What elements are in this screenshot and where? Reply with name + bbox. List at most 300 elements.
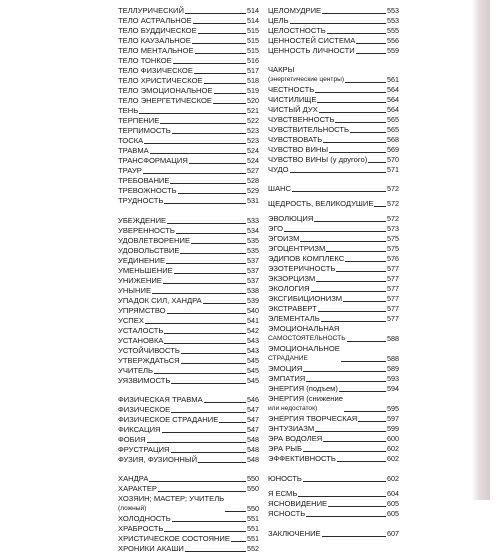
entry-term xyxy=(268,65,344,85)
leader-line xyxy=(350,132,386,133)
entry-term-text: УВЕРЕННОСТЬ xyxy=(118,226,175,235)
index-entry xyxy=(268,184,399,194)
entry-page-number: 527 xyxy=(247,166,259,175)
index-entry xyxy=(118,6,259,16)
index-entry xyxy=(118,106,259,116)
leader-line xyxy=(164,203,246,204)
index-entry xyxy=(118,376,259,386)
index-entry xyxy=(268,274,399,284)
entry-term-text: УНЫНИЕ xyxy=(118,286,152,295)
leader-line xyxy=(290,172,386,173)
index-entry xyxy=(268,384,399,394)
entry-term xyxy=(268,224,283,234)
leader-line xyxy=(167,313,246,314)
leader-line xyxy=(306,516,386,517)
entry-page-number: 564 xyxy=(387,85,399,94)
leader-line xyxy=(319,112,386,113)
index-entry xyxy=(268,394,399,414)
entry-page-number: 535 xyxy=(247,236,259,245)
entry-page-number: 602 xyxy=(387,474,399,483)
entry-term-text: УПАДОК СИЛ, ХАНДРА xyxy=(118,296,202,305)
entry-page-number: 602 xyxy=(387,454,399,463)
entry-term xyxy=(268,324,346,344)
entry-term-text: ЯСНОВИДЕНИЕ xyxy=(268,499,328,508)
entry-term-text: ТЕРПЕНИЕ xyxy=(118,116,160,125)
index-entry xyxy=(268,254,399,264)
entry-term xyxy=(268,234,299,244)
leader-line xyxy=(171,412,246,413)
entry-term-text: ЧИСТЫЙ ДУХ xyxy=(268,105,318,114)
entry-term-text: ФИЗИЧЕСКАЯ ТРАВМА xyxy=(118,395,203,404)
entry-page-number: 604 xyxy=(387,489,399,498)
leader-line xyxy=(329,152,386,153)
index-entry xyxy=(268,489,399,499)
index-entry xyxy=(268,509,399,519)
leader-line xyxy=(316,281,386,282)
entry-term-text: ЭГОЦЕНТРИЗМ xyxy=(268,244,326,253)
entry-term-text: ТЕЛО АСТРАЛЬНОЕ xyxy=(118,16,192,25)
entry-term xyxy=(118,256,165,266)
entry-term-text: УСПЕХ xyxy=(118,316,144,325)
entry-term-text: ЦЕЛОСТНОСТЬ xyxy=(268,26,326,35)
entry-page-number: 577 xyxy=(387,314,399,323)
leader-line xyxy=(345,82,386,83)
entry-term-text: ТРЕБОВАНИЕ xyxy=(118,176,170,185)
index-entry xyxy=(268,314,399,324)
leader-line xyxy=(189,163,246,164)
leader-line xyxy=(181,353,246,354)
entry-term-text: УДОВОЛЬСТВИЕ xyxy=(118,246,180,255)
entry-term-text: ТЕЛО ФИЗИЧЕСКОЕ xyxy=(118,66,193,75)
leader-line xyxy=(147,442,246,443)
leader-line xyxy=(171,383,246,384)
index-entry xyxy=(268,244,399,254)
index-entry xyxy=(268,424,399,434)
entry-page-number: 605 xyxy=(387,499,399,508)
entry-term-text: ТРУДНОСТЬ xyxy=(118,196,164,205)
leader-line xyxy=(203,303,246,304)
section-gap xyxy=(268,175,399,184)
leader-line xyxy=(345,261,386,262)
entry-term-text: ЧЕСТНОСТЬ xyxy=(268,85,315,94)
leader-line xyxy=(144,143,246,144)
entry-term xyxy=(268,46,355,56)
entry-term-text: ЭНЕРГИЯ (снижение xyxy=(268,394,343,403)
leader-line xyxy=(303,371,386,372)
entry-page-number: 577 xyxy=(387,304,399,313)
entry-term xyxy=(118,336,163,346)
entry-term-text: ЭКСГИБИЦИОНИЗМ xyxy=(268,294,343,303)
index-entry xyxy=(118,514,259,524)
index-entry xyxy=(118,196,259,206)
index-entry xyxy=(268,214,399,224)
entry-term-text: УБЕЖДЕНИЕ xyxy=(118,216,167,225)
leader-line xyxy=(154,373,246,374)
entry-term xyxy=(268,444,302,454)
entry-term xyxy=(268,364,302,374)
index-entry xyxy=(268,474,399,484)
entry-term-text: ЮНОСТЬ xyxy=(268,474,302,483)
entry-term-text: ЭРА ВОДОЛЕЯ xyxy=(268,434,323,443)
entry-term-text: Я ЕСМЬ xyxy=(268,489,298,498)
entry-page-number: 545 xyxy=(247,356,259,365)
leader-line xyxy=(213,103,246,104)
leader-line xyxy=(194,73,246,74)
entry-page-number: 534 xyxy=(247,226,259,235)
index-entry xyxy=(118,76,259,86)
entry-term xyxy=(268,85,314,95)
entry-page-number: 533 xyxy=(247,216,259,225)
entry-term xyxy=(268,314,320,324)
leader-line xyxy=(178,193,246,194)
entry-page-number: 548 xyxy=(247,435,259,444)
entry-term xyxy=(118,494,224,514)
entry-page-number: 568 xyxy=(387,135,399,144)
entry-term xyxy=(268,489,297,499)
entry-page-number: 545 xyxy=(247,366,259,375)
entry-page-number: 548 xyxy=(247,445,259,454)
entry-page-number: 605 xyxy=(387,509,399,518)
entry-page-number: 599 xyxy=(387,424,399,433)
leader-line xyxy=(185,13,246,14)
entry-page-number: 551 xyxy=(247,534,259,543)
entry-term-text: УДОВЛЕТВОРЕНИЕ xyxy=(118,236,191,245)
entry-term-text: ЭДИПОВ КОМПЛЕКС xyxy=(268,254,345,263)
entry-term xyxy=(268,384,338,394)
index-entry xyxy=(268,294,399,304)
index-entry xyxy=(268,264,399,274)
leader-line xyxy=(317,102,386,103)
leader-line xyxy=(225,511,246,512)
index-entry xyxy=(268,155,399,165)
entry-term xyxy=(118,296,202,306)
index-entry xyxy=(118,86,259,96)
entry-page-number: 573 xyxy=(387,224,399,233)
entry-page-number: 597 xyxy=(387,414,399,423)
entry-page-number: 519 xyxy=(247,86,259,95)
index-entry xyxy=(268,444,399,454)
entry-term xyxy=(268,529,321,539)
index-entry xyxy=(118,306,259,316)
entry-term-text: ЭФФЕКТИВНОСТЬ xyxy=(268,454,336,463)
section-gap xyxy=(268,519,399,529)
index-entry xyxy=(118,186,259,196)
index-entry xyxy=(268,65,399,85)
index-entry xyxy=(268,95,399,105)
entry-page-number: 537 xyxy=(247,276,259,285)
index-entry xyxy=(118,136,259,146)
leader-line xyxy=(326,251,386,252)
entry-term xyxy=(268,509,305,519)
leader-line xyxy=(160,123,246,124)
entry-term xyxy=(118,236,190,246)
entry-term xyxy=(268,184,291,194)
leader-line xyxy=(195,53,246,54)
index-entry xyxy=(118,425,259,435)
leader-line xyxy=(172,133,246,134)
entry-page-number: 593 xyxy=(387,374,399,383)
entry-term-subtext: (ложный) xyxy=(118,505,147,512)
entry-term xyxy=(268,16,289,26)
entry-page-number: 594 xyxy=(387,384,399,393)
index-entry xyxy=(268,165,399,175)
index-entry xyxy=(118,544,259,554)
index-entry xyxy=(268,145,399,155)
index-entry xyxy=(118,16,259,26)
leader-line xyxy=(149,481,246,482)
entry-page-number: 514 xyxy=(247,6,259,15)
index-entry xyxy=(268,529,399,539)
entry-term-text: ШАНС xyxy=(268,184,291,193)
entry-page-number: 550 xyxy=(247,504,259,513)
entry-term xyxy=(268,105,318,115)
entry-page-number: 546 xyxy=(247,395,259,404)
index-entry xyxy=(268,85,399,95)
entry-term-text: УЯЗВИМОСТЬ xyxy=(118,376,171,385)
leader-line xyxy=(204,402,246,403)
entry-page-number: 553 xyxy=(387,16,399,25)
entry-page-number: 577 xyxy=(387,264,399,273)
section-gap xyxy=(118,206,259,216)
entry-page-number: 531 xyxy=(247,196,259,205)
entry-page-number: 535 xyxy=(247,246,259,255)
entry-term-text: ЧУДО xyxy=(268,165,289,174)
entry-term-subtext: САМОСТОЯТЕЛЬНОСТЬ xyxy=(268,335,346,342)
leader-line xyxy=(152,293,246,294)
entry-term xyxy=(268,374,305,384)
entry-page-number: 576 xyxy=(387,254,399,263)
index-entry xyxy=(118,366,259,376)
index-entry xyxy=(118,415,259,425)
index-entry xyxy=(118,26,259,36)
index-entry xyxy=(118,336,259,346)
entry-page-number: 528 xyxy=(247,176,259,185)
leader-line xyxy=(150,153,246,154)
entry-page-number: 607 xyxy=(387,529,399,538)
entry-term xyxy=(118,6,184,16)
entry-term xyxy=(118,186,177,196)
index-entry xyxy=(118,395,259,405)
index-entry xyxy=(268,324,399,344)
entry-term-text: ЧАКРЫ xyxy=(268,65,295,74)
entry-term xyxy=(268,474,302,484)
index-entry xyxy=(268,364,399,374)
entry-term xyxy=(268,264,335,274)
leader-line xyxy=(162,432,246,433)
index-entry xyxy=(118,246,259,256)
index-column-right xyxy=(268,6,399,539)
entry-term xyxy=(118,226,175,236)
leader-line xyxy=(314,221,386,222)
entry-term xyxy=(118,36,191,46)
entry-term-text: ЭНТУЗИАЗМ xyxy=(268,424,315,433)
leader-line xyxy=(192,43,246,44)
entry-term xyxy=(118,86,213,96)
entry-term xyxy=(118,266,173,276)
index-entry xyxy=(118,326,259,336)
entry-page-number: 588 xyxy=(387,354,399,363)
leader-line xyxy=(164,531,246,532)
entry-page-number: 515 xyxy=(247,46,259,55)
leader-line xyxy=(143,173,246,174)
entry-term-text: ТЕЛЛУРИЧЕСКИЙ xyxy=(118,6,184,15)
entry-term xyxy=(118,66,193,76)
entry-page-number: 588 xyxy=(387,334,399,343)
entry-term-text: ЭМОЦИЯ xyxy=(268,364,303,373)
leader-line xyxy=(358,421,386,422)
entry-page-number: 565 xyxy=(387,125,399,134)
entry-term xyxy=(118,136,143,146)
index-entry xyxy=(268,344,399,364)
entry-page-number: 543 xyxy=(247,346,259,355)
index-entry xyxy=(268,46,399,56)
entry-term xyxy=(268,344,340,364)
entry-term xyxy=(118,395,203,405)
entry-term-text: ФИЗИЧЕСКОЕ СТРАДАНИЕ xyxy=(118,415,219,424)
index-entry xyxy=(118,524,259,534)
leader-line xyxy=(139,113,246,114)
entry-term-text: ТОСКА xyxy=(118,136,144,145)
index-entry xyxy=(268,16,399,26)
leader-line xyxy=(158,491,246,492)
leader-line xyxy=(303,451,386,452)
index-entry xyxy=(268,374,399,384)
entry-term-text: ЭНЕРГИЯ ТВОРЧЕСКАЯ xyxy=(268,414,358,423)
entry-term-text: ФУЗИЯ, ФУЗИОННЫЙ xyxy=(118,455,198,464)
leader-line xyxy=(356,53,386,54)
index-entry xyxy=(118,176,259,186)
leader-line xyxy=(173,63,246,64)
entry-page-number: 564 xyxy=(387,105,399,114)
entry-term-text: ЭГО xyxy=(268,224,284,233)
index-entry xyxy=(268,6,399,16)
entry-term-text: УПРЯМСТВО xyxy=(118,306,166,315)
entry-term-text: ФРУСТРАЦИЯ xyxy=(118,445,170,454)
entry-term xyxy=(118,116,159,126)
leader-line xyxy=(181,363,246,364)
entry-page-number: 575 xyxy=(387,244,399,253)
index-entry xyxy=(268,36,399,46)
entry-term-text: УСТАЛОСТЬ xyxy=(118,326,164,335)
entry-term-text: ФИКСАЦИЯ xyxy=(118,425,161,434)
entry-page-number: 520 xyxy=(247,96,259,105)
index-entry xyxy=(268,284,399,294)
entry-term-text: ЭКЗОРЦИЗМ xyxy=(268,274,316,283)
entry-page-number: 521 xyxy=(247,106,259,115)
leader-line xyxy=(300,241,386,242)
index-entry xyxy=(118,156,259,166)
index-entry xyxy=(118,36,259,46)
entry-term-text: ХРАБРОСТЬ xyxy=(118,524,164,533)
leader-line xyxy=(341,361,386,362)
entry-term-text: УСТАНОВКА xyxy=(118,336,164,345)
entry-page-number: 572 xyxy=(387,199,399,208)
entry-term-text: ТЕЛО ХРИСТИЧЕСКОЕ xyxy=(118,76,203,85)
index-entry xyxy=(268,304,399,314)
entry-term xyxy=(118,544,184,554)
entry-page-number: 537 xyxy=(247,256,259,265)
index-entry xyxy=(118,166,259,176)
index-entry xyxy=(118,56,259,66)
entry-term xyxy=(118,146,149,156)
entry-page-number: 537 xyxy=(247,266,259,275)
leader-line xyxy=(163,283,246,284)
entry-term-subtext: СТРАДАНИЕ xyxy=(268,355,308,362)
entry-page-number: 517 xyxy=(247,66,259,75)
leader-line xyxy=(322,536,386,537)
entry-term xyxy=(118,474,148,484)
entry-page-number: 515 xyxy=(247,36,259,45)
leader-line xyxy=(284,231,386,232)
leader-line xyxy=(322,13,386,14)
entry-page-number: 514 xyxy=(247,16,259,25)
index-entry xyxy=(118,286,259,296)
leader-line xyxy=(164,343,246,344)
entry-term xyxy=(268,304,317,314)
entry-term-text: ЧУВСТВЕННОСТЬ xyxy=(268,115,335,124)
index-entry xyxy=(268,414,399,424)
entry-page-number: 545 xyxy=(247,376,259,385)
entry-page-number: 575 xyxy=(387,234,399,243)
leader-line xyxy=(303,481,386,482)
entry-term xyxy=(268,274,315,284)
entry-page-number: 541 xyxy=(247,316,259,325)
leader-line xyxy=(298,496,386,497)
leader-line xyxy=(198,462,246,463)
index-entry xyxy=(118,116,259,126)
entry-term-text: ТЕЛО БУДДИЧЕСКОЕ xyxy=(118,26,197,35)
entry-term-text: ЭРА РЫБ xyxy=(268,444,302,453)
index-entry xyxy=(118,146,259,156)
entry-term-text: ТЕЛО КАУЗАЛЬНОЕ xyxy=(118,36,191,45)
entry-term-text: ЭЗОТЕРИЧНОСТЬ xyxy=(268,264,336,273)
entry-page-number: 524 xyxy=(247,156,259,165)
leader-line xyxy=(306,381,386,382)
index-entry xyxy=(118,216,259,226)
entry-term xyxy=(118,56,172,66)
entry-term xyxy=(268,6,321,16)
entry-term-text: УНИЖЕНИЕ xyxy=(118,276,162,285)
entry-page-number: 548 xyxy=(247,455,259,464)
leader-line xyxy=(214,93,246,94)
entry-term-text: ЭМОЦИОНАЛЬНОЕ xyxy=(268,344,340,353)
index-entry xyxy=(118,346,259,356)
entry-term xyxy=(118,455,197,465)
section-gap xyxy=(268,464,399,474)
entry-term xyxy=(118,166,142,176)
entry-page-number: 547 xyxy=(247,425,259,434)
entry-page-number: 515 xyxy=(247,26,259,35)
leader-line xyxy=(145,323,246,324)
entry-term xyxy=(268,214,313,224)
entry-term xyxy=(268,254,344,264)
entry-term-text: ТРАВМА xyxy=(118,146,149,155)
entry-term xyxy=(268,135,322,145)
entry-page-number: 570 xyxy=(387,155,399,164)
entry-page-number: 547 xyxy=(247,405,259,414)
entry-page-number: 516 xyxy=(247,56,259,65)
entry-term-text: ЩЕДРОСТЬ, ВЕЛИКОДУШИЕ xyxy=(268,199,374,208)
leader-line xyxy=(166,263,246,264)
entry-term xyxy=(118,445,170,455)
entry-term xyxy=(268,434,322,444)
entry-page-number: 589 xyxy=(387,364,399,373)
index-entry xyxy=(118,435,259,445)
entry-page-number: 539 xyxy=(247,296,259,305)
entry-term-text: ХАРАКТЕР xyxy=(118,484,157,493)
entry-page-number: 522 xyxy=(247,116,259,125)
leader-line xyxy=(323,441,386,442)
